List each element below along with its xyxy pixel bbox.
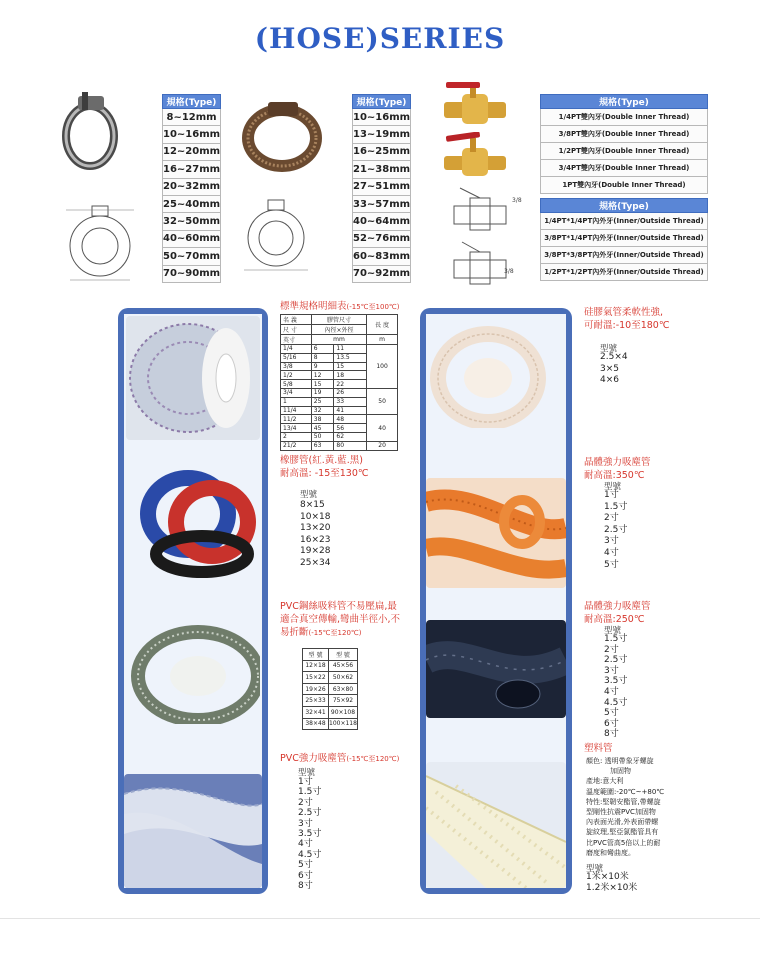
desc-line: 溫度範圍:-20℃~+80℃ — [586, 787, 665, 796]
orange-crystal-hose-photo — [426, 478, 566, 588]
std-table-heading — [280, 300, 400, 314]
pvc-suction-hose-photo — [124, 774, 262, 888]
std-heading-text: 標準規格明細表 — [280, 301, 347, 312]
table-cell: 32~50mm — [163, 213, 221, 230]
pvc-steel-line-3 — [280, 626, 400, 640]
table-cell: 1/4PT*1/4PT內外牙(Inner/Outside Thread) — [541, 213, 708, 230]
crystal-250-size-list — [604, 634, 627, 740]
pvc-steel-line-1: PVC鋼絲吸料管不易壓扁,最 — [280, 601, 397, 612]
table-cell: 22 — [334, 380, 367, 389]
clear-braided-hose-photo — [126, 316, 260, 440]
table-header: 型 號 — [303, 649, 329, 661]
table-cell: 80 — [334, 441, 367, 450]
rubber-heading-line-2: 耐高溫: -15至130℃ — [280, 468, 369, 479]
standard-hose-table — [280, 314, 398, 451]
list-item: 8×15 — [300, 500, 325, 510]
plastic-hose-description — [586, 756, 664, 858]
std-temp: (-15℃至100℃) — [346, 303, 400, 311]
table-cell: 19×26 — [303, 683, 329, 695]
table-cell: 52~76mm — [353, 230, 411, 247]
desc-line: 磨度和彎曲度。 — [586, 848, 635, 857]
pvc-suction-size-list — [298, 777, 321, 891]
silicone-model-label: 型號 — [600, 344, 618, 354]
table-cell: 10~16mm — [163, 126, 221, 143]
list-item: 4.5寸 — [604, 697, 628, 708]
table-cell: 20 — [367, 441, 398, 450]
list-item: 13×20 — [300, 523, 331, 534]
plastic-size-list — [586, 872, 637, 894]
list-item: 1.5寸 — [298, 787, 322, 798]
list-item: 4.5寸 — [298, 849, 322, 860]
table-cell: 21/2 — [281, 441, 312, 450]
list-item: 8寸 — [298, 881, 313, 892]
hose-clamp-drawing-1 — [62, 200, 138, 284]
desc-line: 產地:意大利 — [586, 777, 624, 786]
table-cell: 13~19mm — [353, 126, 411, 143]
list-item: 2.5寸 — [604, 655, 628, 666]
table-cell: 100 — [367, 345, 398, 389]
table-cell: 60~83mm — [353, 248, 411, 265]
table-cell: 63 — [311, 441, 334, 450]
table-cell: 13/4 — [281, 424, 312, 433]
list-item: 19×28 — [300, 546, 331, 557]
rubber-hose-heading — [280, 454, 369, 480]
crystal-350-line-2: 耐高溫:350℃ — [584, 470, 645, 481]
clamp-size-table-1 — [162, 94, 221, 283]
table-header: 型 號 — [329, 649, 358, 661]
table-cell: 41 — [334, 406, 367, 415]
table-cell: 16~27mm — [163, 161, 221, 178]
crystal-250-model-label: 型號 — [604, 626, 622, 636]
table-cell: 25 — [311, 397, 334, 406]
list-item: 5寸 — [298, 860, 313, 871]
silicone-size-list — [600, 352, 628, 387]
table-header: 規格(Type) — [541, 95, 708, 109]
desc-line: 型剛性抗震PVC加固物 — [586, 808, 656, 817]
transparent-spiral-hose-photo — [426, 762, 566, 888]
table-cell: 1PT雙內牙(Double Inner Thread) — [541, 177, 708, 194]
th-length: 長 度 — [367, 315, 398, 335]
pvc-suction-heading — [280, 752, 399, 766]
table-cell: 8~12mm — [163, 109, 221, 126]
crystal-350-size-list — [604, 490, 627, 571]
pvc-steel-line-2: 適合真空傳輸,彎曲半徑小,不 — [280, 614, 401, 625]
black-crystal-hose-photo — [426, 620, 566, 718]
plastic-model-label: 型號 — [586, 864, 604, 874]
valve-drawing-2 — [448, 240, 528, 290]
silicone-heading — [584, 306, 670, 332]
desc-line: 加固物 — [610, 767, 631, 776]
table-cell: 1 — [281, 397, 312, 406]
hose-clamp-drawing-2 — [238, 196, 318, 276]
table-cell: 100×118 — [329, 718, 358, 730]
table-cell: 32 — [311, 406, 334, 415]
table-cell: 11/4 — [281, 406, 312, 415]
list-item: 2.5寸 — [298, 808, 322, 819]
desc-line: 旋紋理,堅亞氯酯管具有 — [586, 828, 659, 837]
table-cell: 5/16 — [281, 353, 312, 362]
table-cell: 40~64mm — [353, 213, 411, 230]
list-item: 3.5寸 — [298, 829, 322, 840]
th-m: m — [367, 335, 398, 345]
list-item: 3寸 — [604, 536, 619, 547]
list-item: 4寸 — [604, 686, 619, 697]
bottom-divider — [0, 918, 760, 919]
pvc-steel-temp: (-15℃至120℃) — [308, 629, 362, 637]
crystal-350-line-1: 晶體強力吸塵管 — [584, 457, 651, 468]
list-item: 4寸 — [298, 839, 313, 850]
desc-line: 內表面光滑,外表面帶螺 — [586, 818, 659, 827]
table-cell: 50~70mm — [163, 248, 221, 265]
table-cell: 9 — [311, 362, 334, 371]
table-cell: 62 — [334, 432, 367, 441]
list-item: 3寸 — [604, 665, 619, 676]
table-cell: 33 — [334, 397, 367, 406]
list-item: 2.5寸 — [604, 524, 628, 535]
list-item: 3.5寸 — [604, 676, 628, 687]
table-cell: 1/4PT雙內牙(Double Inner Thread) — [541, 109, 708, 126]
pvc-suction-text: PVC強力吸塵管 — [280, 753, 347, 764]
valve-drawing-label: 3/8 — [512, 197, 522, 204]
table-cell: 3/4 — [281, 388, 312, 397]
crystal-250-line-2: 耐高溫:250℃ — [584, 614, 645, 625]
table-cell: 25×33 — [303, 695, 329, 707]
clamp-size-table-2 — [352, 94, 411, 283]
list-item: 1.5寸 — [604, 634, 628, 644]
list-item: 2寸 — [604, 644, 619, 655]
crystal-250-heading — [584, 600, 651, 626]
list-item: 4寸 — [604, 547, 619, 558]
table-cell: 15 — [334, 362, 367, 371]
thread-table-inner-outside — [540, 198, 708, 281]
rubber-heading-line-1: 橡膠管(紅.黃.藍.黑) — [280, 455, 363, 466]
rubber-size-list — [300, 500, 330, 570]
list-item: 1寸 — [298, 777, 313, 787]
table-cell: 8 — [311, 353, 334, 362]
table-cell: 70~90mm — [163, 265, 221, 282]
pvc-steel-size-table — [302, 648, 358, 730]
plastic-hose-heading: 塑料管 — [584, 743, 613, 754]
list-item: 6寸 — [298, 870, 313, 881]
table-cell: 63×80 — [329, 683, 358, 695]
list-item: 10×18 — [300, 511, 331, 522]
table-cell: 15×22 — [303, 672, 329, 684]
table-cell: 15 — [311, 380, 334, 389]
list-item: 1.2米×10米 — [586, 883, 638, 893]
table-cell: 38×48 — [303, 718, 329, 730]
table-cell: 12~20mm — [163, 143, 221, 160]
th-size: 尺 寸 — [281, 325, 312, 335]
list-item: 3×5 — [600, 363, 619, 374]
table-cell: 10~16mm — [353, 109, 411, 126]
pvc-steel-line-3-text: 易折斷 — [280, 627, 309, 638]
rubber-hose-coils-photo — [130, 458, 260, 580]
hose-clamp-photo-1 — [62, 92, 118, 174]
list-item: 6寸 — [604, 718, 619, 729]
list-item: 5寸 — [604, 559, 619, 570]
table-cell: 16~25mm — [353, 143, 411, 160]
silicone-hose-photo — [428, 326, 548, 428]
table-cell: 3/8 — [281, 362, 312, 371]
table-cell: 11/2 — [281, 415, 312, 424]
table-cell: 45 — [311, 424, 334, 433]
list-item: 4×6 — [600, 375, 619, 386]
list-item: 16×23 — [300, 534, 331, 545]
crystal-350-model-label: 型號 — [604, 482, 622, 492]
list-item: 1寸 — [604, 490, 619, 500]
table-cell: 1/2PT*1/2PT內外牙(Inner/Outside Thread) — [541, 264, 708, 281]
table-cell: 3/8PT*1/4PT內外牙(Inner/Outside Thread) — [541, 230, 708, 247]
table-cell: 40 — [367, 415, 398, 441]
table-cell: 27~51mm — [353, 178, 411, 195]
table-cell: 26 — [334, 388, 367, 397]
table-cell: 5/8 — [281, 380, 312, 389]
valve-drawing-label: 3/8 — [504, 268, 514, 275]
pvc-steel-heading — [280, 600, 400, 640]
table-cell: 90×108 — [329, 706, 358, 718]
table-cell: 45×56 — [329, 660, 358, 672]
table-cell: 70~92mm — [353, 265, 411, 282]
table-cell: 2 — [281, 432, 312, 441]
table-cell: 6 — [311, 345, 334, 354]
desc-line: 顏色: 透明帶象牙螺旋 — [586, 757, 654, 765]
table-cell: 3/8PT*3/8PT內外牙(Inner/Outside Thread) — [541, 247, 708, 264]
table-header: 規格(Type) — [541, 199, 708, 213]
table-cell: 12 — [311, 371, 334, 380]
table-cell: 18 — [334, 371, 367, 380]
list-item: 3寸 — [298, 818, 313, 829]
table-cell: 75×92 — [329, 695, 358, 707]
table-header: 規格(Type) — [353, 95, 411, 109]
table-cell: 21~38mm — [353, 161, 411, 178]
list-item: 2.5×4 — [600, 352, 628, 362]
pvc-steel-wire-hose-photo — [130, 624, 260, 724]
ball-valve-photo-2 — [440, 132, 510, 180]
thread-table-double-inner — [540, 94, 708, 194]
valve-drawing-1 — [448, 186, 528, 236]
table-cell: 25~40mm — [163, 195, 221, 212]
crystal-350-heading — [584, 456, 651, 482]
table-cell: 1/2 — [281, 371, 312, 380]
table-cell: 3/4PT雙內牙(Double Inner Thread) — [541, 160, 708, 177]
pvc-suction-model-label: 型號 — [298, 768, 316, 778]
table-cell: 40~60mm — [163, 230, 221, 247]
table-cell: 50 — [367, 388, 398, 414]
th-mm: mm — [311, 335, 366, 345]
th-hose-size: 膠管尺寸 — [311, 315, 366, 325]
table-cell: 48 — [334, 415, 367, 424]
list-item: 5寸 — [604, 708, 619, 719]
silicone-heading-line-2: 可耐溫:-10至180℃ — [584, 320, 670, 331]
desc-line: 特性:堅韌安酯管,帶螺旋 — [586, 797, 661, 806]
list-item: 1.5寸 — [604, 501, 628, 512]
table-cell: 3/8PT雙內牙(Double Inner Thread) — [541, 126, 708, 143]
th-idod: 內徑×外徑 — [311, 325, 366, 335]
list-item: 1米×10米 — [586, 872, 629, 882]
rubber-model-label: 型號 — [300, 490, 318, 500]
table-cell: 1/4 — [281, 345, 312, 354]
th-inch: 英寸 — [281, 335, 312, 345]
silicone-heading-line-1: 硅膠氣管柔軟性強, — [584, 307, 664, 318]
list-item: 2寸 — [604, 513, 619, 524]
page-title: (HOSE)SERIES — [254, 22, 506, 55]
list-item: 2寸 — [298, 797, 313, 808]
table-cell: 13.5 — [334, 353, 367, 362]
table-cell: 19 — [311, 388, 334, 397]
list-item: 8寸 — [604, 729, 619, 740]
table-cell: 56 — [334, 424, 367, 433]
table-header: 規格(Type) — [163, 95, 221, 109]
table-cell: 20~32mm — [163, 178, 221, 195]
desc-line: 比PVC管高5倍以上的耐 — [586, 838, 661, 847]
table-cell: 32×41 — [303, 706, 329, 718]
table-cell: 38 — [311, 415, 334, 424]
table-cell: 33~57mm — [353, 195, 411, 212]
table-cell: 1/2PT雙內牙(Double Inner Thread) — [541, 143, 708, 160]
table-cell: 11 — [334, 345, 367, 354]
ball-valve-photo-1 — [440, 80, 510, 128]
pvc-suction-temp: (-15℃至120℃) — [346, 755, 400, 763]
hose-clamp-photo-2 — [238, 96, 326, 174]
crystal-250-line-1: 晶體強力吸塵管 — [584, 601, 651, 612]
table-cell: 50×62 — [329, 672, 358, 684]
th-name: 名 義 — [281, 315, 312, 325]
table-cell: 12×18 — [303, 660, 329, 672]
list-item: 25×34 — [300, 557, 331, 568]
table-cell: 50 — [311, 432, 334, 441]
